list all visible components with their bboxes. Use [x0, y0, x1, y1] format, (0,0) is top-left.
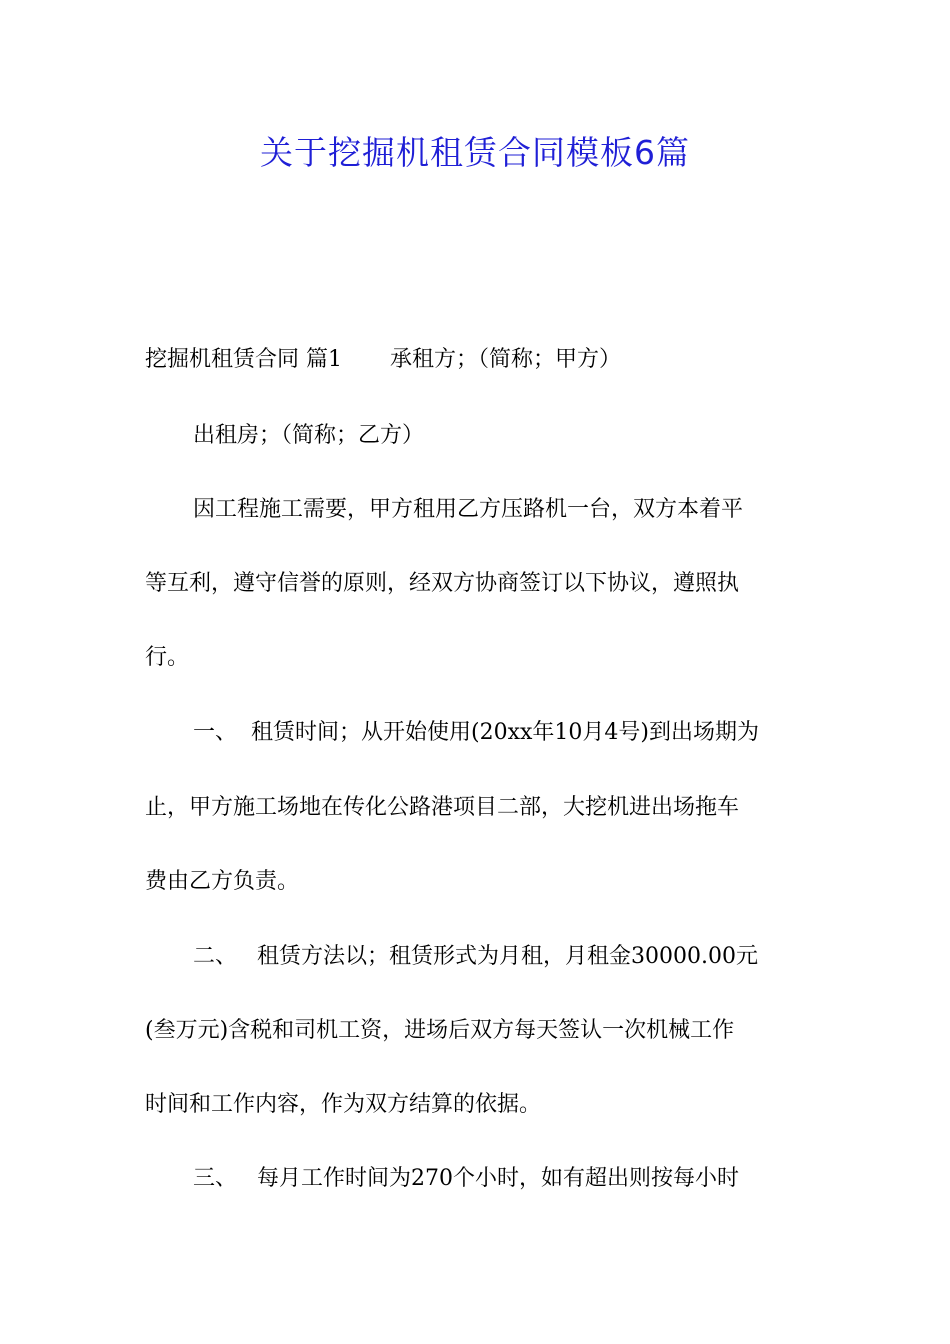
paragraph-line: 等互利，遵守信誉的原则，经双方协商签订以下协议，遵照执 — [145, 571, 740, 596]
paragraph-line: 行。 — [145, 645, 190, 670]
paragraph-line — [193, 1164, 739, 1194]
paragraph-line: 时间和工作内容，作为双方结算的依据。 — [145, 1092, 542, 1117]
paragraph-line — [193, 718, 759, 748]
line-text: 租赁方法以；租赁形式为月租，月租金30000.00元 — [257, 944, 758, 969]
clause-number: 二、 — [193, 944, 238, 969]
paragraph-line: (叁万元)含税和司机工资，进场后双方每天签认一次机械工作 — [145, 1018, 735, 1043]
section-heading: 挖掘机租赁合同 篇1 — [145, 347, 342, 372]
paragraph-line: 出租房；（简称；乙方） — [193, 423, 425, 448]
line-text: 承租方；（简称；甲方） — [390, 347, 622, 372]
paragraph-line: 止，甲方施工场地在传化公路港项目二部，大挖机进出场拖车 — [145, 795, 740, 820]
clause-number: 三、 — [193, 1166, 238, 1191]
document-title: 关于挖掘机租赁合同模板6篇 — [260, 133, 690, 172]
line-text: 每月工作时间为270个小时，如有超出则按每小时 — [257, 1166, 740, 1191]
paragraph-line — [193, 942, 758, 972]
paragraph-line: 因工程施工需要，甲方租用乙方压路机一台，双方本着平 — [193, 497, 744, 522]
paragraph-line: 费由乙方负责。 — [145, 869, 300, 894]
paragraph-line — [145, 345, 621, 375]
clause-number: 一、 — [193, 720, 238, 745]
line-text: 租赁时间；从开始使用(20xx年10月4号)到出场期为 — [251, 720, 759, 745]
